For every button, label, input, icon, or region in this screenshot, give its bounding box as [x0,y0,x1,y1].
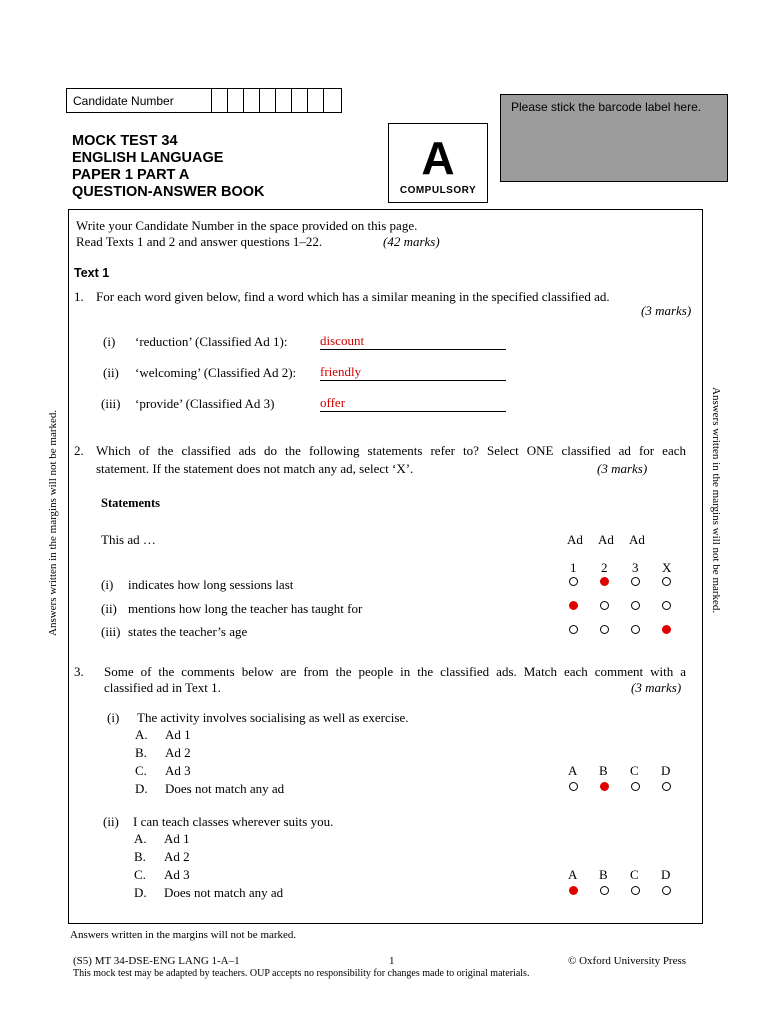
candidate-digit-cell[interactable] [227,89,244,112]
total-marks: (42 marks) [383,234,440,249]
q3-option-text: Ad 3 [164,867,190,882]
q2-answer-radio[interactable] [631,625,640,634]
q1-answer-field[interactable]: offer [320,395,506,412]
q2-prompt-line-1: Which of the classified ads do the following statements refer to? Select ONE classified ad for each [96,443,686,458]
q3-option-text: Ad 1 [165,727,191,742]
q3-item-roman: (i) [107,710,120,725]
q2-row-roman: (iii) [101,624,121,639]
candidate-digit-cell[interactable] [323,89,340,112]
q3-col-label: A [568,763,578,778]
q3-option-letter: D. [135,781,148,796]
q2-col-bottom: X [662,560,672,575]
q2-marks: (3 marks) [597,461,648,476]
q2-answer-radio[interactable] [600,577,609,586]
q1-answer-field[interactable]: friendly [320,364,506,381]
candidate-number-box[interactable] [66,88,342,113]
paper-letter: A [421,132,455,184]
instruction-line-2: Read Texts 1 and 2 and answer questions 1–22. [76,234,323,249]
barcode-instruction: Please stick the barcode label here. [511,100,702,114]
q3-answer-radio[interactable] [662,782,671,791]
q2-number: 2. [74,443,84,458]
candidate-number-label: Candidate Number [73,94,174,108]
q3-answer-radio[interactable] [662,886,671,895]
q2-answer-radio[interactable] [600,625,609,634]
q3-col-label: A [568,867,578,882]
q3-option-letter: C. [135,763,147,778]
q1-answer-field[interactable]: discount [320,333,506,350]
q3-col-label: B [599,867,608,882]
q3-col-label: D [661,763,671,778]
q3-answer-radio[interactable] [631,782,640,791]
title-line: QUESTION-ANSWER BOOK [72,184,265,200]
q2-row-roman: (i) [101,577,114,592]
candidate-digit-cell[interactable] [307,89,324,112]
q2-answer-radio[interactable] [662,577,671,586]
q3-option-text: Does not match any ad [164,885,284,900]
q3-option-letter: B. [135,745,147,760]
q3-item-text: The activity involves socialising as well as exercise. [137,710,409,725]
candidate-digit-cell[interactable] [259,89,276,112]
q1-item-text: ‘reduction’ (Classified Ad 1): [135,334,288,349]
q2-row-text: states the teacher’s age [128,624,248,639]
q3-item-roman: (ii) [103,814,119,829]
paper-type: COMPULSORY [399,185,477,196]
candidate-digit-cell[interactable] [243,89,260,112]
q1-prompt: For each word given below, find a word which has a similar meaning in the specified classified ad. [96,289,610,304]
q3-answer-radio[interactable] [600,782,609,791]
barcode-label-area [500,94,728,182]
footer-disclaimer: This mock test may be adapted by teachers. OUP accepts no responsibility for changes made to original materials. [73,968,530,979]
q3-option-letter: A. [134,831,147,846]
this-ad-label: This ad … [101,532,156,547]
q1-item-text: ‘welcoming’ (Classified Ad 2): [135,365,297,380]
q3-prompt-line-2: classified ad in Text 1. [104,680,221,695]
q3-col-label: C [630,867,639,882]
q3-marks: (3 marks) [631,680,682,695]
left-margin-note: Answers written in the margins will not be marked. [47,409,59,636]
candidate-digit-cell[interactable] [291,89,308,112]
q2-col-top: Ad [598,532,614,547]
page-number: 1 [389,955,395,967]
footer-code: (S5) MT 34-DSE-ENG LANG 1-A–1 [73,955,240,967]
q3-option-text: Ad 2 [164,849,190,864]
q3-number: 3. [74,664,84,679]
title-line: PAPER 1 PART A [72,167,190,183]
q3-option-text: Does not match any ad [165,781,285,796]
q3-prompt-line-1: Some of the comments below are from the people in the classified ads. Match each comment with a [104,664,686,679]
q2-col-top: Ad [567,532,583,547]
q1-number: 1. [74,289,84,304]
q2-answer-radio[interactable] [569,601,578,610]
q3-col-label: C [630,763,639,778]
q2-col-bottom: 1 [570,560,577,575]
q3-option-letter: C. [134,867,146,882]
text1-heading: Text 1 [74,266,110,280]
paper-title [72,133,265,201]
q2-answer-radio[interactable] [600,601,609,610]
paper-letter-box [388,123,488,203]
title-line: MOCK TEST 34 [72,133,178,149]
bottom-margin-note: Answers written in the margins will not be marked. [70,929,297,941]
q3-answer-radio[interactable] [569,782,578,791]
footer-publisher: © Oxford University Press [568,955,687,967]
q2-row-roman: (ii) [101,601,117,616]
q3-option-text: Ad 2 [165,745,191,760]
q3-item-text: I can teach classes wherever suits you. [133,814,334,829]
q1-marks: (3 marks) [641,303,692,318]
q3-col-label: B [599,763,608,778]
q1-item-roman: (i) [103,334,116,349]
q1-item-text: ‘provide’ (Classified Ad 3) [135,396,275,411]
q2-col-top: Ad [629,532,645,547]
q2-answer-radio[interactable] [569,577,578,586]
title-line: ENGLISH LANGUAGE [72,150,224,166]
q3-option-letter: D. [134,885,147,900]
q3-answer-radio[interactable] [569,886,578,895]
q3-option-letter: A. [135,727,148,742]
right-margin-note: Answers written in the margins will not be marked. [710,387,722,614]
q2-col-bottom: 3 [632,560,639,575]
q1-item-roman: (iii) [101,396,121,411]
q3-option-text: Ad 1 [164,831,190,846]
q3-answer-radio[interactable] [600,886,609,895]
q2-answer-radio[interactable] [631,601,640,610]
q3-answer-radio[interactable] [631,886,640,895]
q2-answer-radio[interactable] [569,625,578,634]
q3-col-label: D [661,867,671,882]
instruction-line-1: Write your Candidate Number in the space provided on this page. [76,218,418,233]
candidate-digit-cell[interactable] [275,89,292,112]
q1-item-roman: (ii) [103,365,119,380]
q2-answer-radio[interactable] [662,601,671,610]
q3-option-text: Ad 3 [165,763,191,778]
candidate-digit-cell[interactable] [211,89,228,112]
q2-prompt-line-2: statement. If the statement does not match any ad, select ‘X’. [96,461,414,476]
q2-col-bottom: 2 [601,560,608,575]
statements-heading: Statements [101,496,161,510]
q2-answer-radio[interactable] [631,577,640,586]
q2-answer-radio[interactable] [662,625,671,634]
q2-row-text: mentions how long the teacher has taught for [128,601,363,616]
q2-row-text: indicates how long sessions last [128,577,294,592]
q3-option-letter: B. [134,849,146,864]
